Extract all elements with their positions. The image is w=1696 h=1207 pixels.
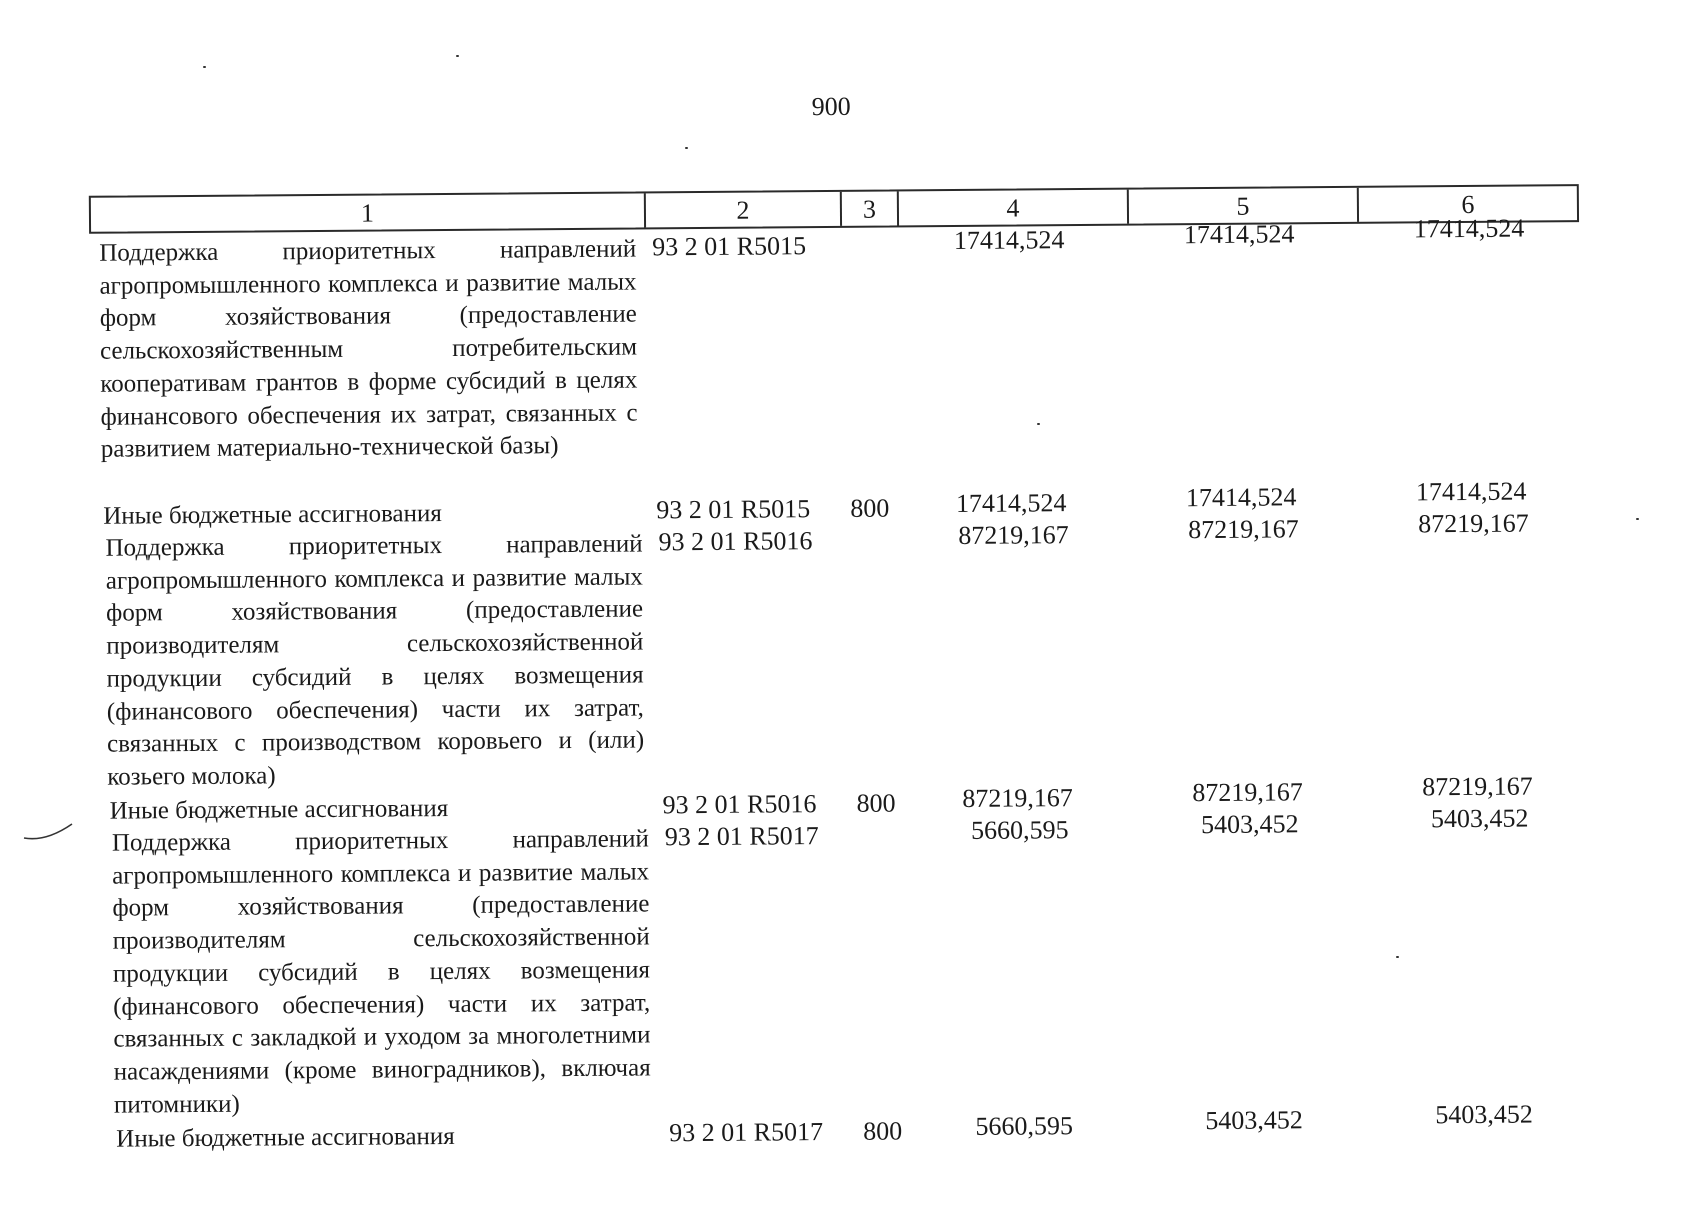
row-description: Поддержка приоритетных направлений агропромышленного комплекса и развитие малых форм хозяйствования (предоставление сельскохозяйственным потребительским кооперативам грантов в форме субсидий в целях финансового обеспечения их затрат, связанных с развитием материально-технической базы): [99, 234, 638, 467]
header-col-1: 1: [91, 193, 644, 231]
row-code: 93 2 01 R5015: [652, 230, 806, 263]
row-code: 93 2 01 R5016: [658, 525, 812, 558]
row-value-col5: 17414,524: [1139, 218, 1339, 252]
scan-speck: [1636, 518, 1639, 520]
header-col-5: 5: [1127, 188, 1357, 224]
row-value-col5: 17414,524: [1141, 481, 1341, 515]
row-code: 93 2 01 R5017: [669, 1116, 823, 1149]
header-col-4: 4: [897, 190, 1127, 226]
scan-speck: [203, 66, 206, 68]
row-code: 93 2 01 R5017: [665, 820, 819, 853]
row-value-col6: 5403,452: [1384, 1098, 1584, 1132]
row-value-col5: 5403,452: [1154, 1104, 1354, 1138]
row-description: Иные бюджетные ассигнования: [103, 496, 640, 533]
row-value-col6: 87219,167: [1373, 507, 1573, 541]
row-value-col6: 17414,524: [1369, 212, 1569, 246]
row-value-col6: 87219,167: [1377, 770, 1577, 804]
page-number: 900: [786, 92, 876, 123]
row-value-col4: 87219,167: [913, 519, 1113, 553]
row-value-col6: 17414,524: [1371, 475, 1571, 509]
row-value-col4: 5660,595: [924, 1110, 1124, 1144]
row-expense-type: 800: [850, 492, 910, 524]
row-value-col5: 87219,167: [1147, 776, 1347, 810]
header-col-6: 6: [1357, 186, 1577, 222]
row-value-col5: 5403,452: [1150, 808, 1350, 842]
header-col-2: 2: [644, 192, 840, 228]
scan-speck: [1396, 956, 1399, 958]
row-description: Иные бюджетные ассигнования: [116, 1119, 653, 1156]
scan-speck: [1037, 423, 1040, 425]
header-col-3: 3: [840, 191, 897, 225]
scan-speck: [685, 147, 688, 149]
row-code: 93 2 01 R5015: [656, 493, 810, 526]
row-value-col5: 87219,167: [1143, 513, 1343, 547]
row-code: 93 2 01 R5016: [662, 788, 816, 821]
row-value-col4: 17414,524: [911, 487, 1111, 521]
row-description: Поддержка приоритетных направлений агропромышленного комплекса и развитие малых форм хозяйствования (предоставление производителям сельскохозяйственной продукции субсидий в целях возмещения (финансового обеспечения) части их затрат, связанных с закладкой и уходом за многолетними насаждениями (кроме виноградников), включая питомники): [112, 823, 651, 1122]
table-header: [89, 184, 1579, 234]
row-description: Иные бюджетные ассигнования: [110, 791, 647, 828]
row-value-col4: 17414,524: [909, 224, 1109, 258]
row-description: Поддержка приоритетных направлений агропромышленного комплекса и развитие малых форм хозяйствования (предоставление производителям сельскохозяйственной продукции субсидий в целях возмещения (финансового обеспечения) части их затрат, связанных с производством коровьего и (или) козьего молока): [105, 528, 644, 794]
pen-stroke-mark: [22, 822, 74, 842]
row-value-col4: 87219,167: [917, 782, 1117, 816]
scan-speck: [456, 55, 459, 57]
row-value-col6: 5403,452: [1380, 802, 1580, 836]
row-expense-type: 800: [856, 787, 916, 819]
row-value-col4: 5660,595: [920, 814, 1120, 848]
row-expense-type: 800: [863, 1115, 923, 1147]
